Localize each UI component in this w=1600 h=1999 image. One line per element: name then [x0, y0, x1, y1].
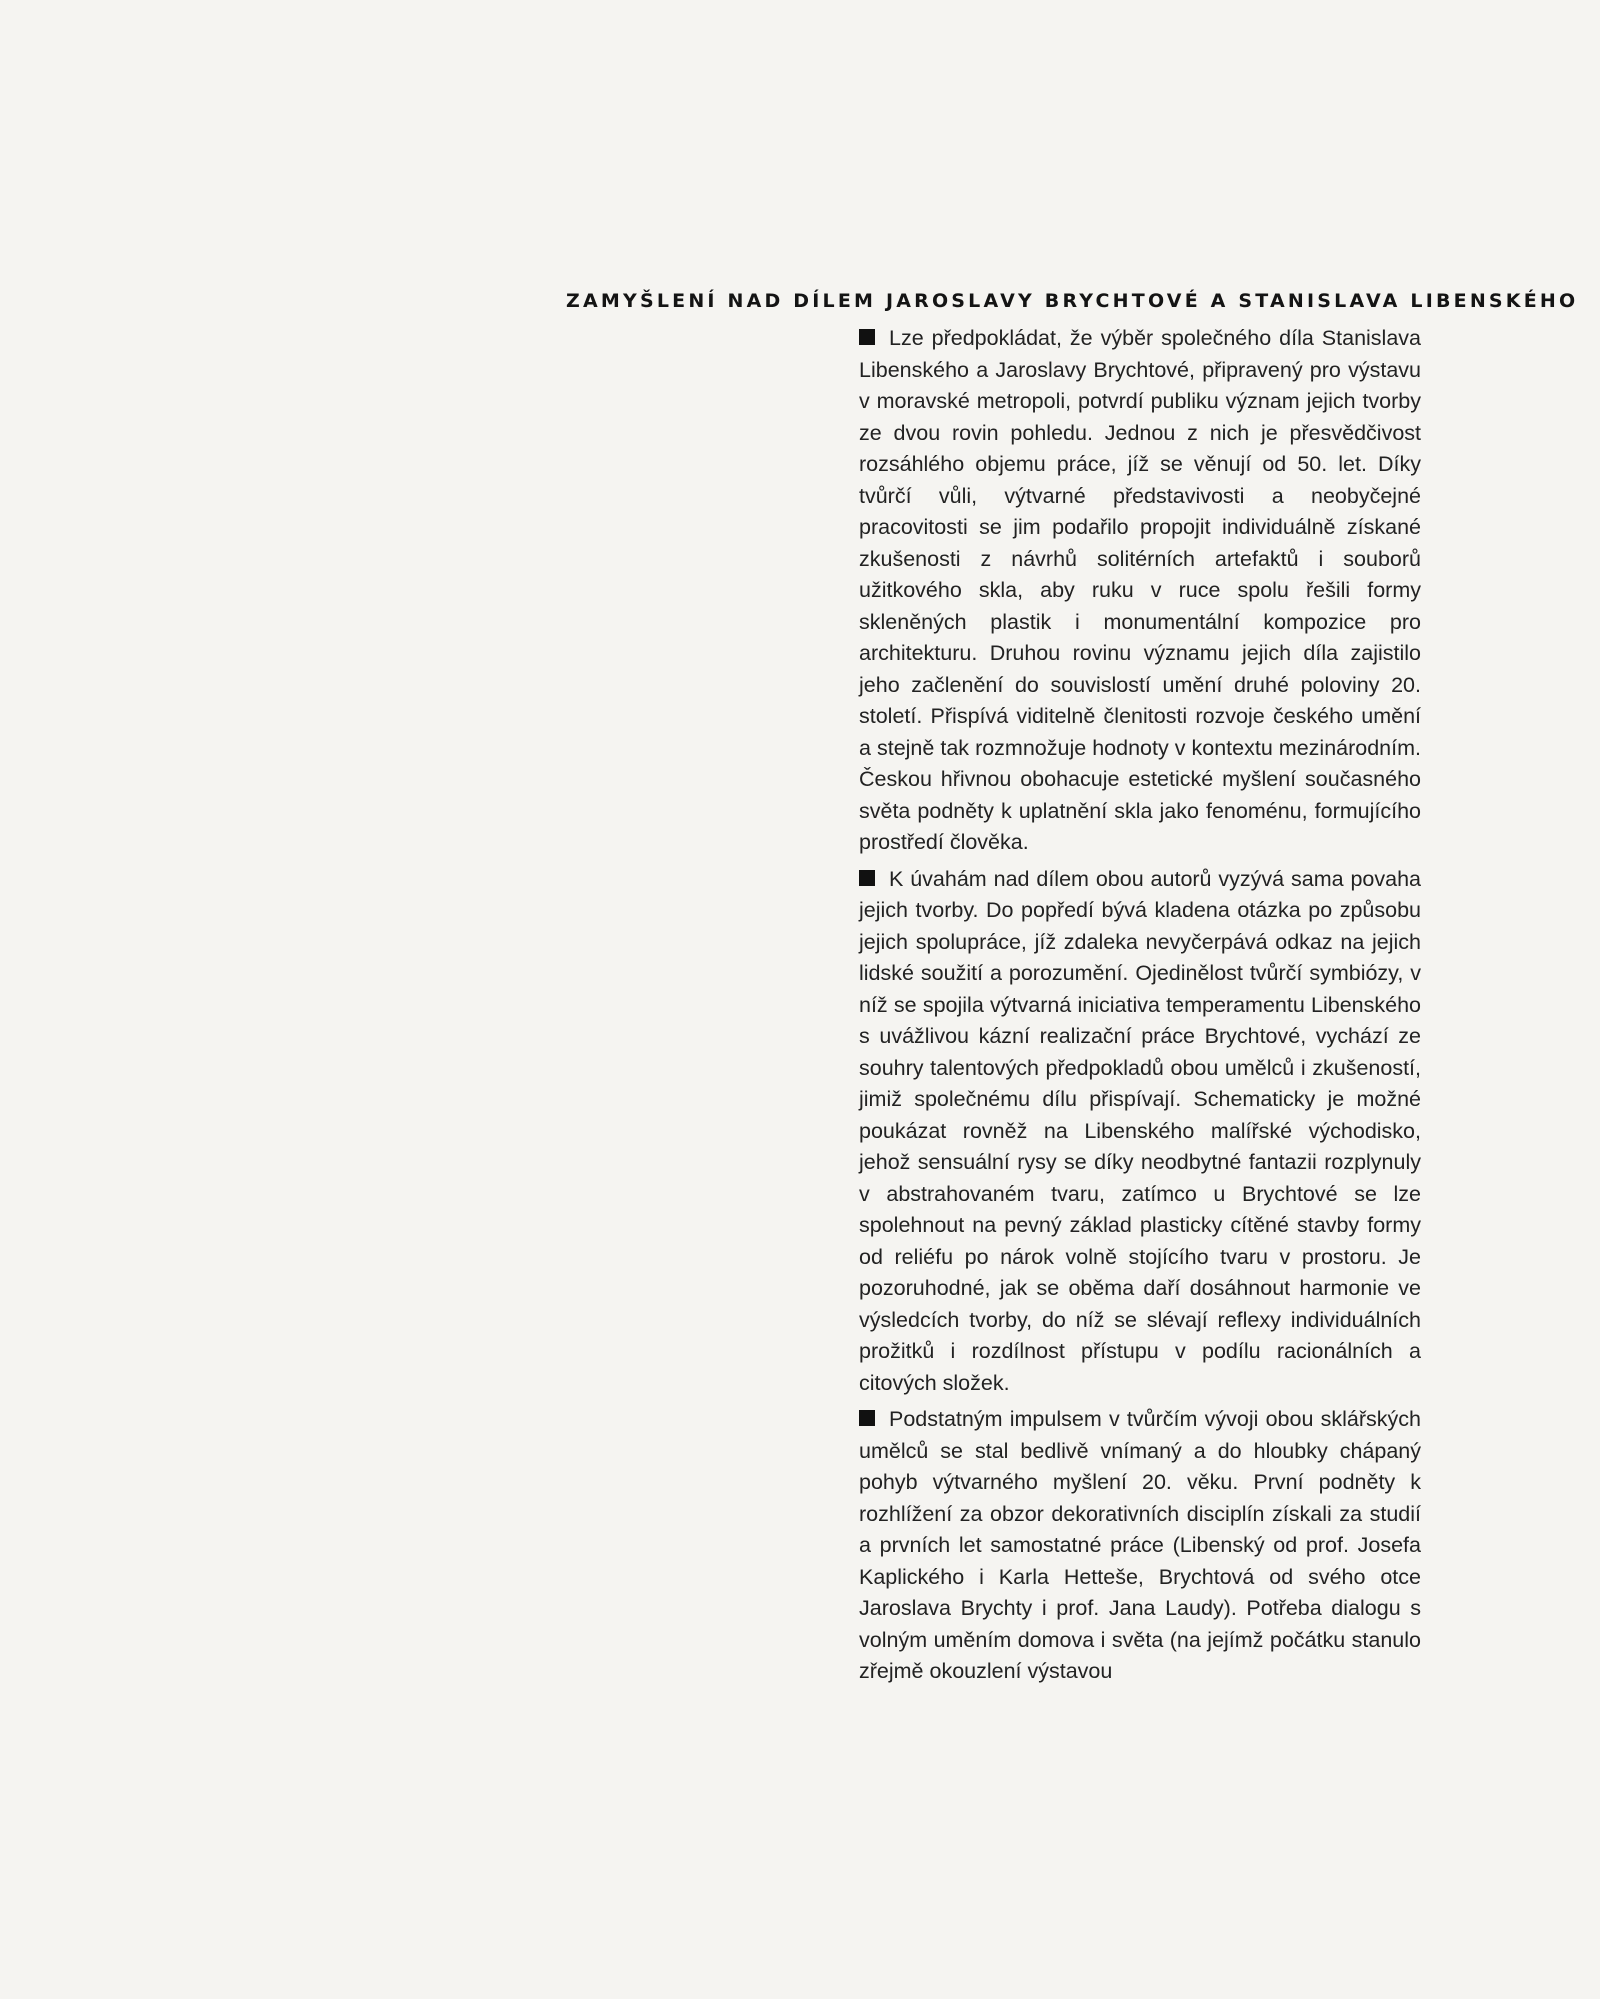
paragraph-text: K úvahám nad dílem obou autorů vyzývá sama povaha jejich tvorby. Do popředí bývá kladena otázka po způsobu jejich spolupráce, jíž zdaleka nevyčerpává odkaz na jejich lidské soužití a porozumění. Ojedinělost tvůrčí symbiózy, v níž se spojila výtvarná iniciativa temperamentu Libenského s uvážlivou kázní realizační práce Brychtové, vychází ze souhry talentových předpokladů obou umělců i zkušeností, jimiž společnému dílu přispívají. Schematicky je možné poukázat rovněž na Libenského malířské východisko, jehož sensuální rysy se díky neodbytné fantazii rozplynuly v abstrahovaném tvaru, zatímco u Brychtové se lze spolehnout na pevný základ plasticky cítěné stavby formy od reliéfu po nárok volně stojícího tvaru v prostoru. Je pozoruhodné, jak se oběma daří dosáhnout harmonie ve výsledcích tvorby, do níž se slévají reflexy individuálních prožitků i rozdílnost přístupu v podílu racionálních a citových složek.: [859, 866, 1421, 1395]
paragraph-text: Lze předpokládat, že výběr společného díla Stanislava Libenského a Jaroslavy Brychtové, připravený pro výstavu v moravské metropoli, potvrdí publiku význam jejich tvorby ze dvou rovin pohledu. Jednou z nich je přesvědčivost rozsáhlého objemu práce, jíž se věnují od 50. let. Díky tvůrčí vůli, výtvarné představivosti a neobyčejné pracovitosti se jim podařilo propojit individuálně získané zkušenosti z návrhů solitérních artefaktů i souborů užitkového skla, aby ruku v ruce spolu řešili formy skleněných plastik i monumentální kompozice pro architekturu. Druhou rovinu významu jejich díla zajistilo jeho začlenění do souvislostí umění druhé poloviny 20. století. Přispívá viditelně členitosti rozvoje českého umění a stejně tak rozmnožuje hodnoty v kontextu mezinárodním. Českou hřivnou obohacuje estetické myšlení současného světa podněty k uplatnění skla jako fenoménu, formujícího prostředí člověka.: [859, 326, 1421, 854]
paragraph: [859, 323, 1421, 859]
paragraph-marker-icon: [859, 1410, 875, 1426]
paragraph-marker-icon: [859, 329, 875, 345]
paragraph-marker-icon: [859, 870, 875, 886]
paragraph: [859, 864, 1421, 1400]
text-column: [859, 323, 1421, 1693]
page-heading: ZAMYŠLENÍ NAD DÍLEM JAROSLAVY BRYCHTOVÉ A STANISLAVA LIBENSKÉHO: [566, 290, 1579, 312]
paragraph-text: Podstatným impulsem v tvůrčím vývoji obou sklářských umělců se stal bedlivě vnímaný a do hloubky chápaný pohyb výtvarného myšlení 20. věku. První podněty k rozhlížení za obzor dekorativních disciplín získali za studií a prvních let samostatné práce (Libenský od prof. Josefa Kaplického i Karla Hetteše, Brychtová od svého otce Jaroslava Brychty i prof. Jana Laudy). Potřeba dialogu s volným uměním domova i světa (na jejímž počátku stanulo zřejmě okouzlení výstavou: [859, 1407, 1421, 1683]
paragraph: [859, 1404, 1421, 1688]
